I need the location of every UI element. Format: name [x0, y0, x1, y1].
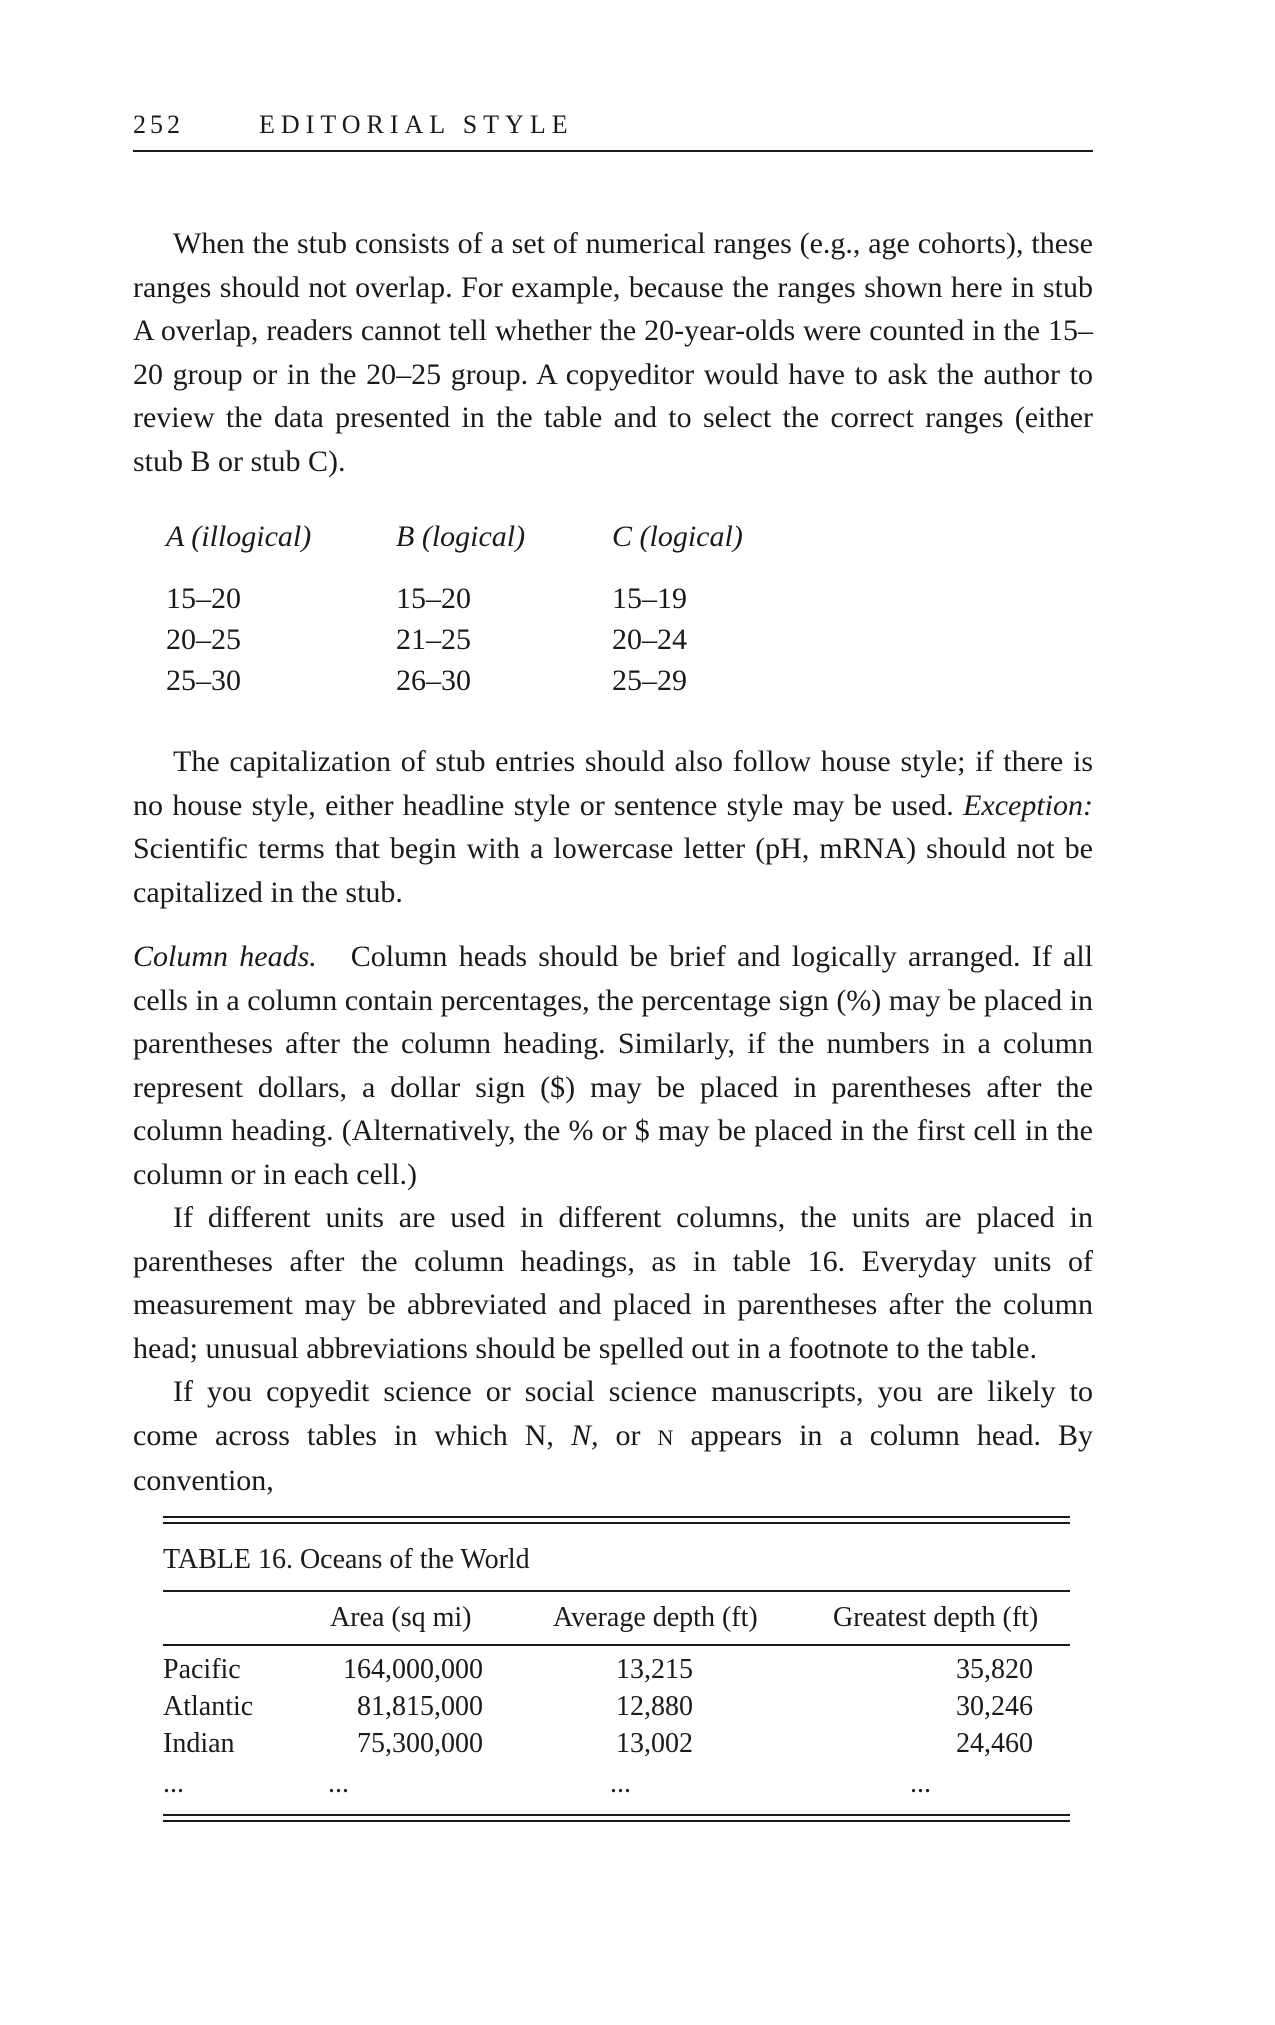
capitalization-exception-text: Scientific terms that begin with a lowercase letter (pH, mRNA) should not be capitalized in the stub.: [133, 832, 1093, 909]
paragraph-stub-ranges: When the stub consists of a set of numerical ranges (e.g., age cohorts), these ranges should not overlap. For example, because the ranges shown here in stub A overlap, readers cannot tell whether the 20-year-olds were counted in the 15–20 group or in the 20–25 group. A copyeditor would have to ask the author to review the data presented in the table and to select the correct ranges (either stub B or stub C).: [133, 227, 1093, 478]
paragraph-units: If different units are used in different columns, the units are placed in parentheses after the column headings, as in table 16. Everyday units of measurement may be abbreviated and placed in parentheses after the column head; unusual abbreviations should be spelled out in a footnote to the table.: [133, 1201, 1093, 1365]
column-head-greatest-depth: Greatest depth (ft): [833, 1602, 1039, 1633]
table-caption: TABLE 16. Oceans of the World: [163, 1544, 530, 1575]
stub-value: 15–20: [396, 582, 471, 615]
cell-greatest-depth: 30,246: [956, 1691, 1033, 1722]
stub-a: [166, 520, 366, 701]
table-row-ellipsis: [163, 1768, 1070, 1805]
cell-area: 164,000,000: [343, 1654, 483, 1685]
column-heads-text: Column heads should be brief and logically arranged. If all cells in a column contain percentages, the percentage sign (%) may be placed in parentheses after the column heading. Similarly, if the numbers in a column represent dollars, a dollar sign ($) may be placed in parentheses after the column heading. (Alternatively, the % or $ may be placed in the first cell in the column or in each cell.): [133, 940, 1094, 1191]
column-head-average-depth: Average depth (ft): [553, 1602, 758, 1633]
cell-average-depth: 13,002: [616, 1728, 693, 1759]
n-smallcap: N: [657, 1424, 674, 1450]
capitalization-text: The capitalization of stub entries should also follow house style; if there is no house style, either headline style or sentence style may be used.: [133, 745, 1093, 822]
paragraph-n-convention: [133, 1370, 1093, 1503]
cell-greatest-depth: 35,820: [956, 1654, 1033, 1685]
table-row: [163, 1654, 1070, 1691]
table-caption-rule: [163, 1590, 1070, 1592]
stub-head: A (illogical): [166, 520, 312, 553]
table-bottom-rule: [163, 1814, 1070, 1822]
running-header: [133, 110, 1093, 152]
cell-average-depth: 12,880: [616, 1691, 693, 1722]
column-heads-runin: Column heads.: [133, 940, 317, 973]
stub-value: 15–19: [612, 582, 687, 615]
n-text-before: If you copyedit science or social science manuscripts, you are likely to come across tables in which N,: [133, 1375, 1093, 1452]
table-row: [163, 1728, 1070, 1765]
n-text-mid: or: [598, 1418, 658, 1452]
cell-area: 81,815,000: [357, 1691, 483, 1722]
paragraph-capitalization: [133, 740, 1093, 914]
stub-b: [396, 520, 596, 701]
cell-area: 75,300,000: [357, 1728, 483, 1759]
page-number: 252: [133, 110, 184, 139]
stub-c: [612, 520, 812, 701]
cell-greatest-depth: 24,460: [956, 1728, 1033, 1759]
table-head-rule: [163, 1644, 1070, 1646]
paragraph-column-heads: [133, 935, 1093, 1196]
stub-value: 20–25: [166, 623, 241, 656]
column-head-area: Area (sq mi): [330, 1602, 472, 1633]
n-text-after: appears in a column head. By convention,: [133, 1418, 1093, 1497]
cell-greatest-depth: ...: [910, 1768, 931, 1799]
row-stub: Pacific: [163, 1654, 241, 1685]
cell-average-depth: ...: [610, 1768, 631, 1799]
table-top-rule: [163, 1516, 1070, 1524]
cell-area: ...: [328, 1768, 349, 1799]
stub-head: B (logical): [396, 520, 526, 553]
stub-value: 25–30: [166, 664, 241, 697]
cell-average-depth: 13,215: [616, 1654, 693, 1685]
stub-value: 20–24: [612, 623, 687, 656]
stub-value: 25–29: [612, 664, 687, 697]
running-head: EDITORIAL STYLE: [259, 110, 574, 139]
n-italic: N,: [570, 1418, 599, 1452]
row-stub: ...: [163, 1768, 184, 1799]
stub-value: 26–30: [396, 664, 471, 697]
stub-head: C (logical): [612, 520, 743, 553]
row-stub: Indian: [163, 1728, 235, 1759]
row-stub: Atlantic: [163, 1691, 254, 1722]
stub-value: 15–20: [166, 582, 241, 615]
exception-label: Exception:: [963, 788, 1093, 822]
stub-value: 21–25: [396, 623, 471, 656]
table-row: [163, 1691, 1070, 1728]
